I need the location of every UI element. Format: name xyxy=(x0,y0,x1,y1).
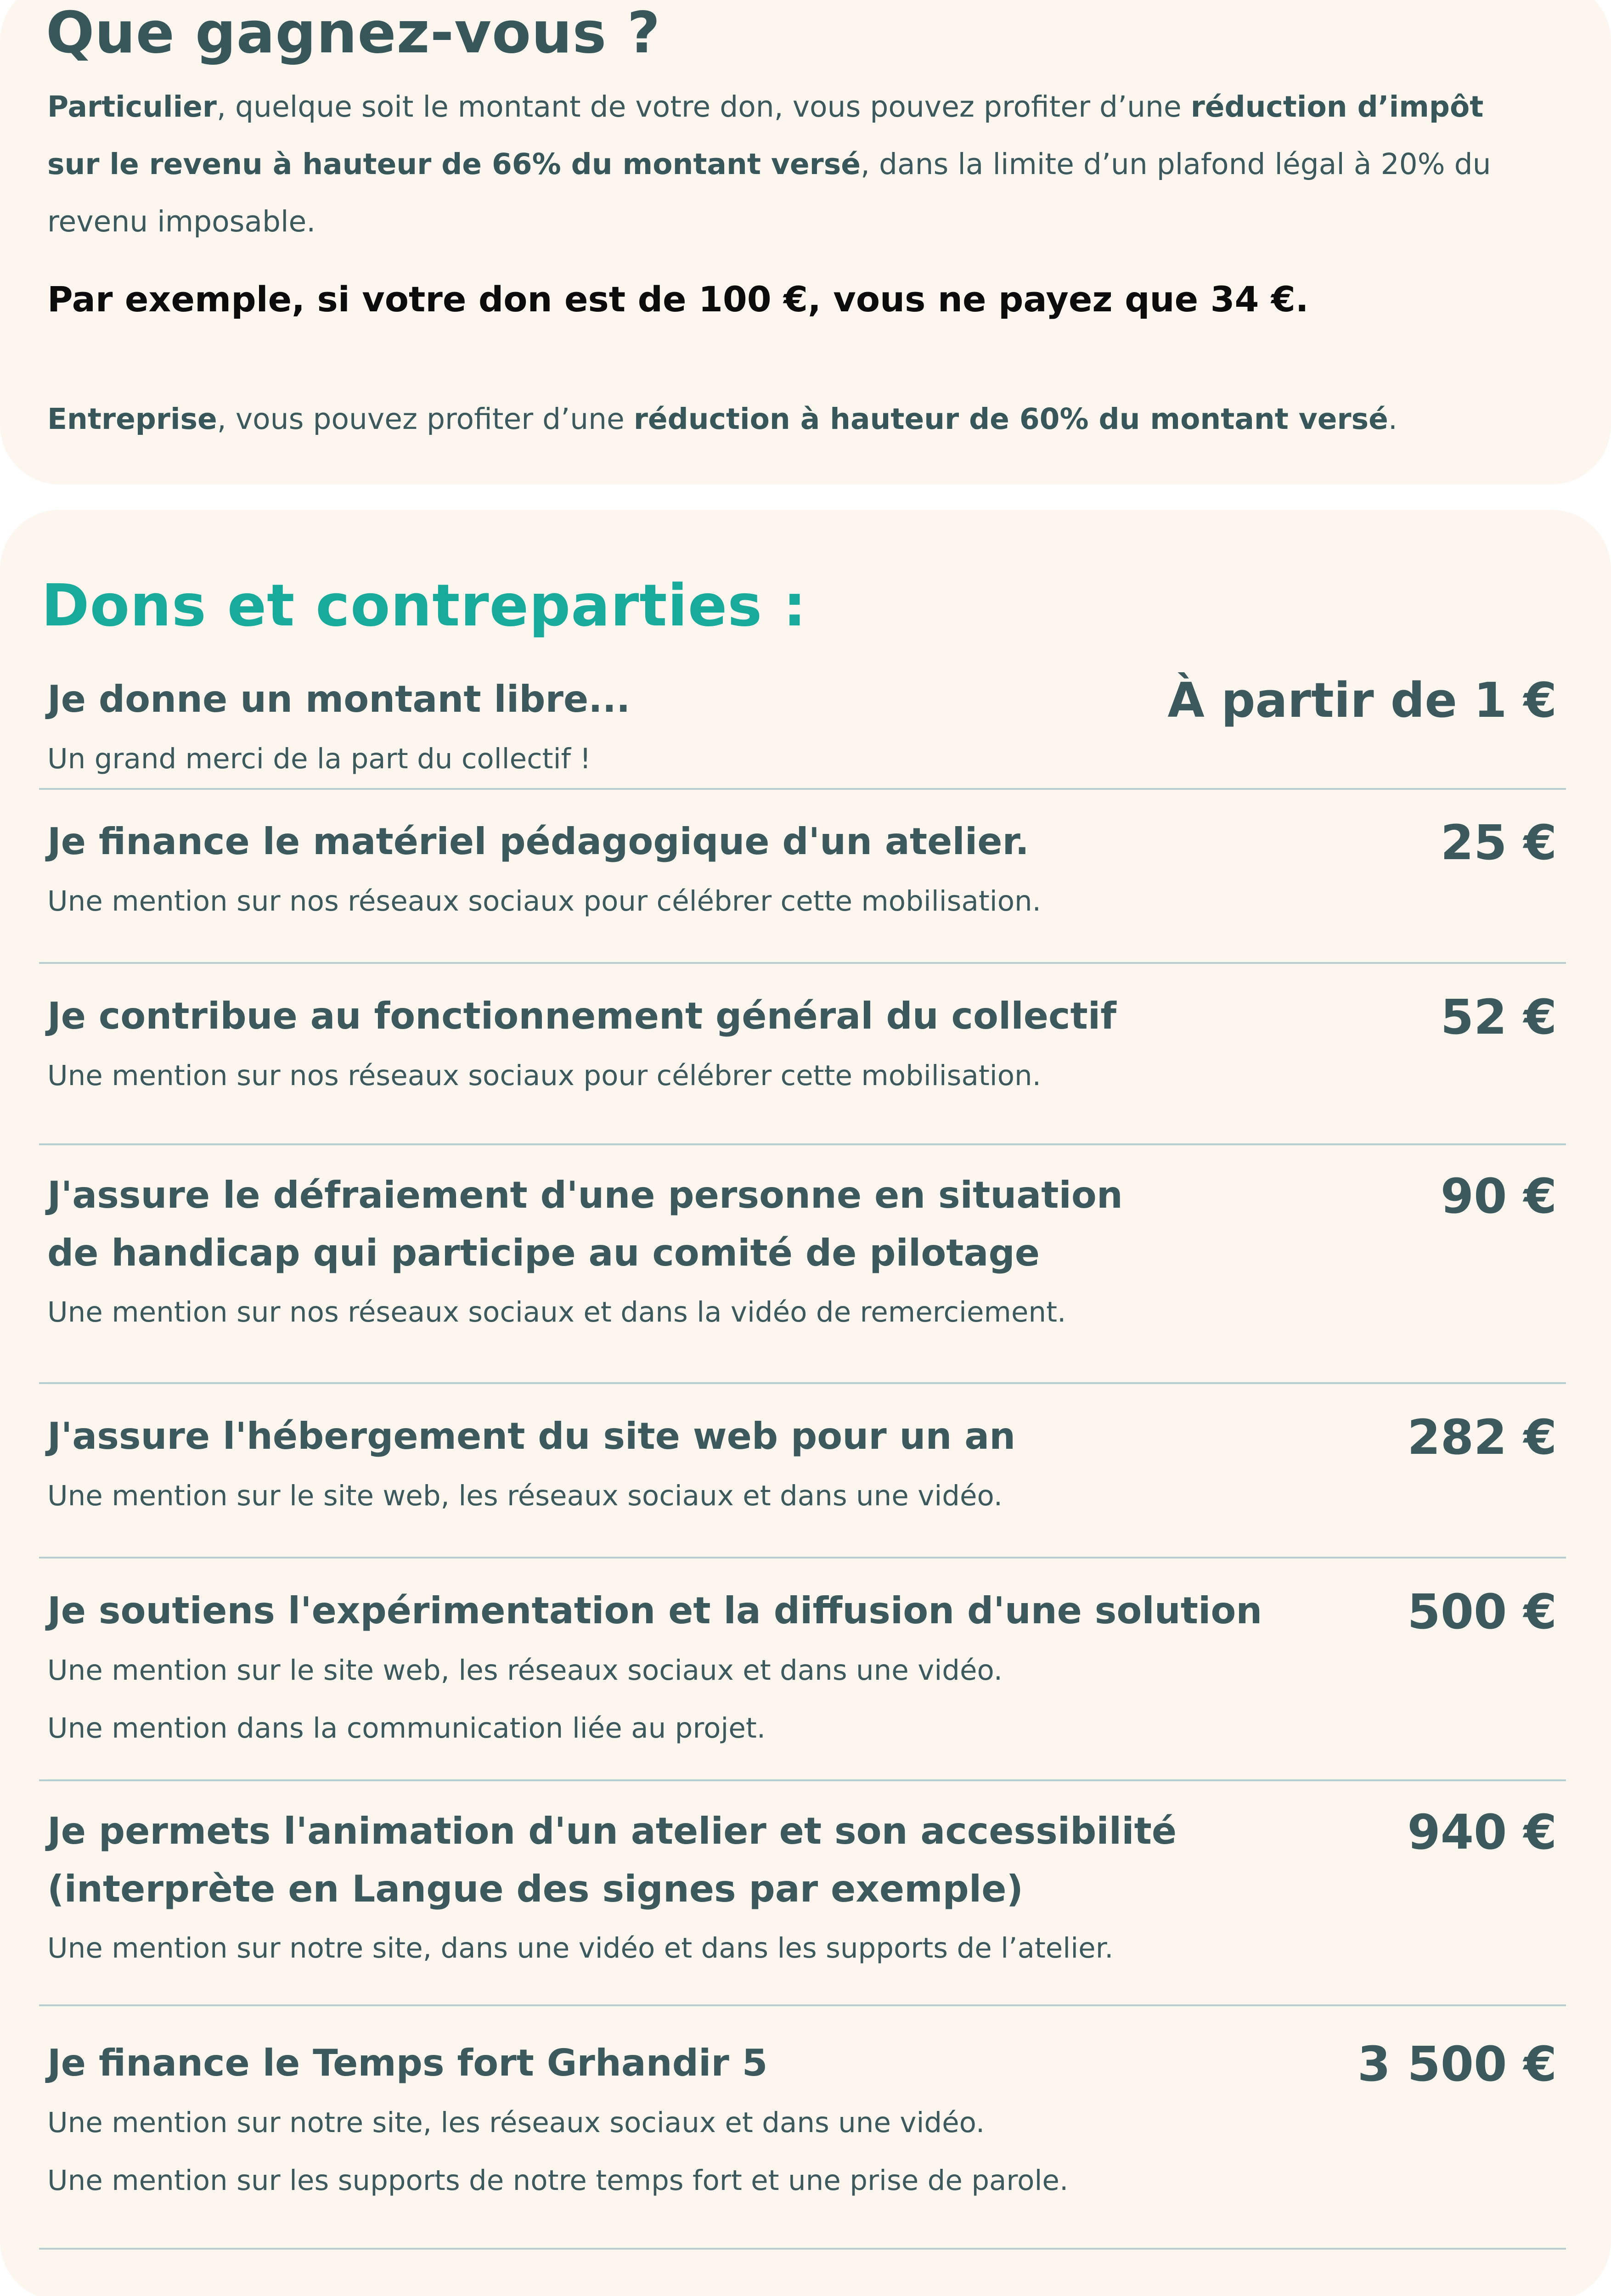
rewards-card xyxy=(0,510,1611,2296)
reward-description: Une mention sur notre site, dans une vidéo et dans les supports de l’atelier. xyxy=(47,1932,1114,1964)
entreprise-label: Entreprise xyxy=(47,402,217,436)
divider xyxy=(39,1557,1566,1559)
entreprise-paragraph xyxy=(47,390,1517,448)
reward-title: J'assure l'hébergement du site web pour un an xyxy=(47,1415,1016,1458)
reward-description: Une mention sur les supports de notre temps fort et une prise de parole. xyxy=(47,2164,1069,2197)
reward-title: Je donne un montant libre... xyxy=(47,678,631,720)
reward-price: 940 € xyxy=(1407,1804,1557,1860)
entreprise-text-1: , vous pouvez profiter d’une xyxy=(217,402,634,436)
reward-price: 90 € xyxy=(1440,1168,1557,1224)
entreprise-text-2: . xyxy=(1388,402,1397,436)
tax-benefits-card xyxy=(0,0,1611,484)
reward-title: Je soutiens l'expérimentation et la diffusion d'une solution xyxy=(47,1589,1262,1632)
reward-title: Je contribue au fonctionnement général du collectif xyxy=(47,995,1116,1037)
example-statement: Par exemple, si votre don est de 100 €, vous ne payez que 34 €. xyxy=(47,279,1309,320)
divider xyxy=(39,2004,1566,2006)
divider xyxy=(39,1779,1566,1781)
particulier-text-1: , quelque soit le montant de votre don, vous pouvez profiter d’une xyxy=(216,90,1191,124)
entreprise-reduction: réduction à hauteur de 60% du montant versé xyxy=(633,402,1388,436)
particulier-label: Particulier xyxy=(47,90,217,124)
reward-description: Une mention sur nos réseaux sociaux pour célébrer cette mobilisation. xyxy=(47,885,1042,917)
reward-price: 500 € xyxy=(1407,1584,1557,1640)
divider xyxy=(39,788,1566,790)
reward-description: Un grand merci de la part du collectif ! xyxy=(47,743,591,775)
particulier-paragraph xyxy=(47,78,1517,250)
rewards-title: Dons et contreparties : xyxy=(41,572,807,639)
tax-benefits-title: Que gagnez-vous ? xyxy=(46,0,661,66)
reward-title: J'assure le défraiement d'une personne en situation de handicap qui participe au comité de pilotage xyxy=(47,1174,1123,1274)
reward-description: Une mention sur notre site, les réseaux sociaux et dans une vidéo. xyxy=(47,2106,985,2139)
particulier-text-2: , dans la limite d’un plafond légal à 20% du revenu imposable. xyxy=(47,147,1491,238)
reward-description: Une mention dans la communication liée au projet. xyxy=(47,1712,766,1745)
divider xyxy=(39,1143,1566,1145)
reward-description: Une mention sur nos réseaux sociaux et dans la vidéo de remerciement. xyxy=(47,1296,1066,1328)
divider xyxy=(39,2248,1566,2250)
reward-description: Une mention sur nos réseaux sociaux pour célébrer cette mobilisation. xyxy=(47,1059,1042,1092)
reward-price: 52 € xyxy=(1440,989,1557,1045)
reward-title: Je finance le Temps fort Grhandir 5 xyxy=(47,2042,768,2084)
divider xyxy=(39,1382,1566,1384)
reward-description: Une mention sur le site web, les réseaux sociaux et dans une vidéo. xyxy=(47,1654,1003,1687)
reward-price: 3 500 € xyxy=(1357,2036,1557,2092)
reward-price: À partir de 1 € xyxy=(1167,672,1557,728)
divider xyxy=(39,962,1566,964)
reward-title: Je finance le matériel pédagogique d'un atelier. xyxy=(47,820,1029,863)
reward-description: Une mention sur le site web, les réseaux sociaux et dans une vidéo. xyxy=(47,1480,1003,1512)
reward-price: 282 € xyxy=(1407,1409,1557,1465)
particulier-reduction: réduction d’impôt sur le revenu à hauteur de 66% du montant versé xyxy=(47,90,1484,181)
reward-title: Je permets l'animation d'un atelier et son accessibilité (interprète en Langue des signes par exemple) xyxy=(47,1810,1177,1910)
reward-price: 25 € xyxy=(1440,815,1557,871)
